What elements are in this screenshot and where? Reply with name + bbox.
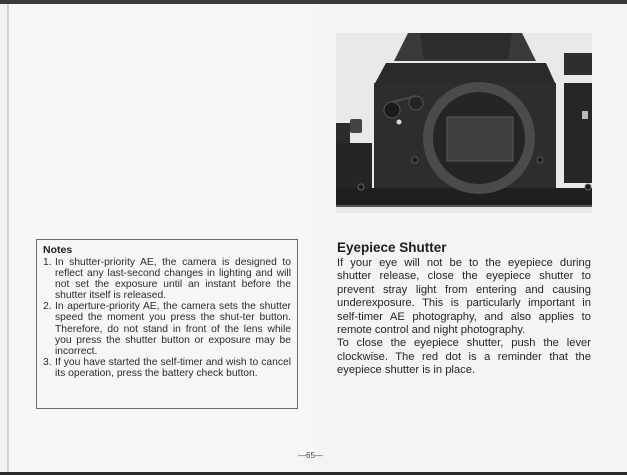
left-lever xyxy=(350,119,362,133)
left-body-side xyxy=(336,143,372,193)
prism-top-panel xyxy=(420,33,512,59)
screw-right xyxy=(537,157,543,163)
notes-item-number: 2. xyxy=(43,301,52,313)
right-body-side xyxy=(564,83,592,183)
notes-item-number: 1. xyxy=(43,257,52,268)
camera-illustration xyxy=(336,33,592,213)
notes-item xyxy=(43,301,297,356)
right-stud xyxy=(582,111,588,119)
notes-item-text: In shutter-priority AE, the camera is designed to reflect any last-second changes in lighting and will not set the exposure until an instant before the shutter itself is released. xyxy=(55,257,291,302)
screw-bottom-right xyxy=(585,184,591,190)
mirror-box xyxy=(447,117,513,161)
left-knob xyxy=(336,123,350,143)
eyepiece-lever-knob xyxy=(384,102,400,118)
notes-item xyxy=(43,357,297,379)
notes-item xyxy=(43,257,297,301)
notes-title: Notes xyxy=(43,244,73,256)
rewind-knob xyxy=(564,53,592,75)
section-body xyxy=(337,257,591,378)
section-paragraph: To close the eyepiece shutter, push the lever clockwise. The red dot is a reminder that the eyepiece shutter is in place. xyxy=(337,337,591,377)
notes-item-text: In aperture-priority AE, the camera sets the shutter speed the moment you press the shut-ter button. Therefore, do not stand in front of the lens while you press the shutter button or exposure may be incorrect. xyxy=(55,301,291,357)
red-dot-indicator xyxy=(397,120,402,125)
camera-photo xyxy=(336,33,592,213)
notes-box xyxy=(36,239,298,409)
notes-list xyxy=(43,257,297,379)
notes-item-text: If you have started the self-timer and wish to cancel its operation, press the battery check button. xyxy=(55,356,291,379)
page-number: —65— xyxy=(298,451,323,460)
screw-left xyxy=(412,157,418,163)
screw-bottom-left xyxy=(358,184,364,190)
base-highlight xyxy=(336,205,592,207)
section-title: Eyepiece Shutter xyxy=(337,240,447,255)
section-paragraph: If your eye will not be to the eyepiece during shutter release, close the eyepiece shutter to prevent stray light from entering and causing underexposure. This is particularly important in self-timer AE photography, and also applies to remote control and night photography. xyxy=(337,257,591,337)
notes-item-number: 3. xyxy=(43,356,52,368)
